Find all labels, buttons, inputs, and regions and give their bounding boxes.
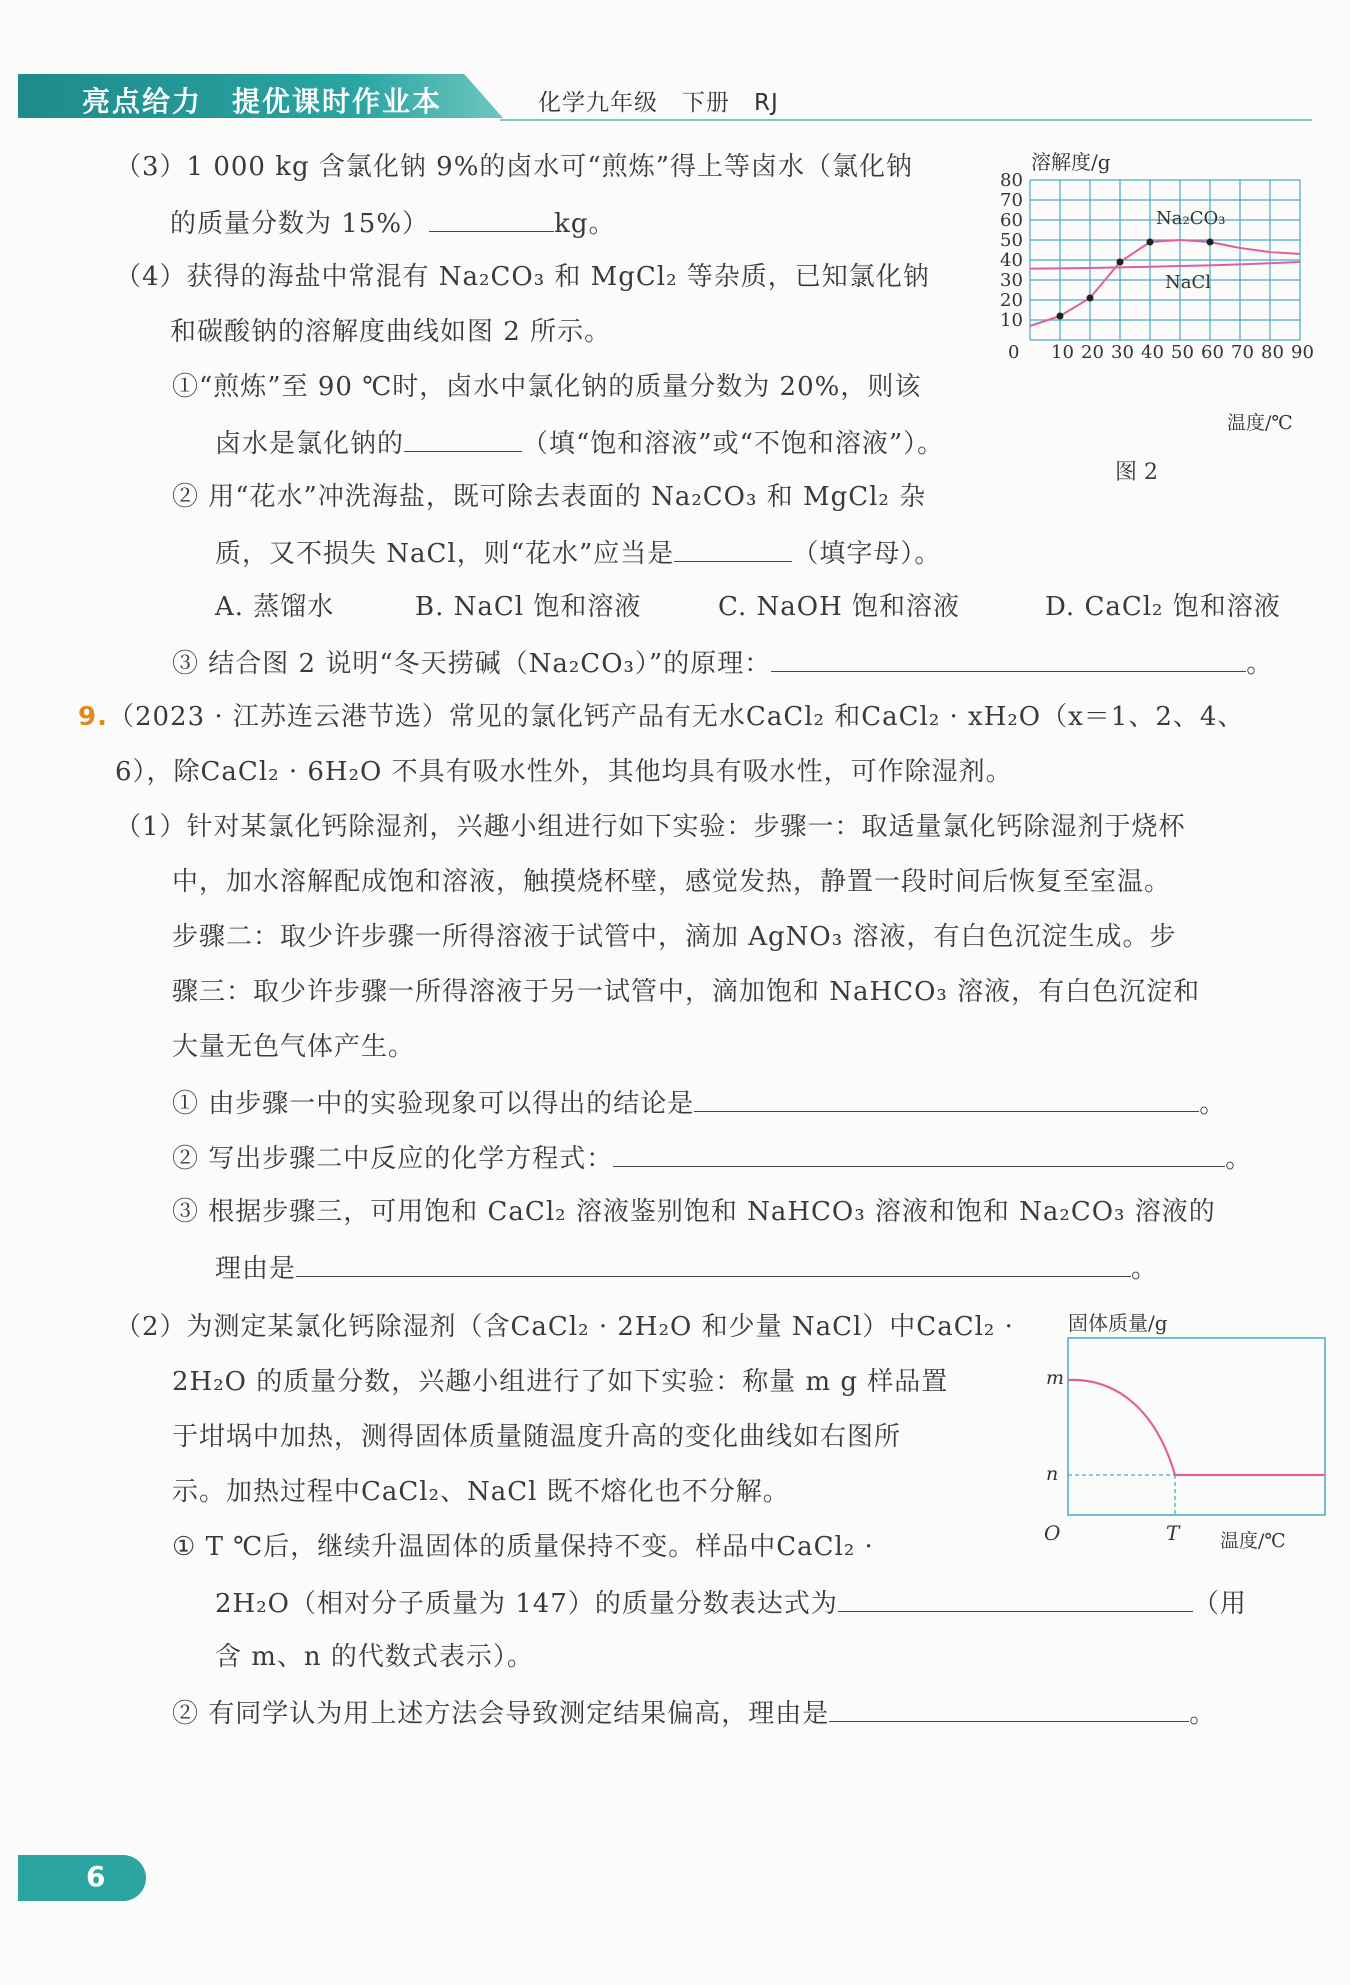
header-divider	[500, 119, 1312, 121]
q9-part1-line1: （1）针对某氯化钙除湿剂，兴趣小组进行如下实验：步骤一：取适量氯化钙除湿剂于烧杯	[115, 812, 1186, 842]
q9-part1-line4: 骤三：取少许步骤一所得溶液于另一试管中，滴加饱和 NaHCO₃ 溶液，有白色沉淀和	[172, 977, 1201, 1007]
option-b[interactable]: B. NaCl 饱和溶液	[415, 592, 642, 622]
x-tick-label: 80	[1261, 342, 1284, 363]
m-label: m	[1046, 1367, 1065, 1389]
chart-frame	[1068, 1338, 1325, 1515]
figure-caption: 图 2	[1115, 460, 1158, 485]
y-tick-label: 60	[1000, 210, 1023, 231]
q9-part1-sub3-line1: ③ 根据步骤三，可用饱和 CaCl₂ 溶液鉴别饱和 NaHCO₃ 溶液和饱和 Na₂CO₃ 溶液的	[172, 1197, 1216, 1227]
q8-sub1-hint: （填“饱和溶液”或“不饱和溶液”）。	[522, 429, 945, 459]
y-tick-label: 80	[1000, 170, 1023, 191]
legend-nacl: NaCl	[1165, 272, 1212, 293]
period: 。	[1131, 1254, 1159, 1284]
q9-part1-sub1	[172, 1085, 1226, 1121]
q8-sub1-line2	[215, 425, 944, 461]
q8-part4-line2: 和碳酸钠的溶解度曲线如图 2 所示。	[170, 317, 612, 347]
data-point	[1147, 239, 1154, 246]
q8-sub3-line	[172, 645, 1273, 681]
x-tick-label: 20	[1081, 342, 1104, 363]
t-label: T	[1166, 1521, 1180, 1545]
q9-line1	[78, 700, 1244, 734]
mass-curve	[1068, 1380, 1325, 1475]
q9-line2: 6），除CaCl₂ · 6H₂O 不具有吸水性外，其他均具有吸水性，可作除湿剂。	[115, 757, 1013, 787]
answer-blank[interactable]	[404, 425, 522, 452]
y-tick-label: 10	[1000, 310, 1023, 331]
x-axis-label: 温度/℃	[1220, 1530, 1286, 1552]
x-tick-label: 70	[1231, 342, 1254, 363]
x-tick-label: 60	[1201, 342, 1224, 363]
q9-sub3-text: 理由是	[215, 1254, 297, 1284]
q9-part1-line5: 大量无色气体产生。	[172, 1032, 416, 1062]
option-a[interactable]: A. 蒸馏水	[215, 592, 335, 622]
q8-part4-line1: （4）获得的海盐中常混有 Na₂CO₃ 和 MgCl₂ 等杂质，已知氯化钠	[115, 262, 930, 292]
q9-part2-line4: 示。加热过程中CaCl₂、NaCl 既不熔化也不分解。	[172, 1477, 790, 1507]
n-label: n	[1046, 1463, 1059, 1485]
x-tick-label: 40	[1141, 342, 1164, 363]
chart-series	[1030, 208, 1300, 326]
origin-label: 0	[1008, 342, 1020, 363]
q9-sub1-text: ① 由步骤一中的实验现象可以得出的结论是	[172, 1089, 695, 1119]
q9-p2-sub1-text: 2H₂O（相对分子质量为 147）的质量分数表达式为	[215, 1589, 838, 1619]
y-tick-label: 40	[1000, 250, 1023, 271]
y-tick-label: 20	[1000, 290, 1023, 311]
x-tick-label: 50	[1171, 342, 1194, 363]
x-axis-label: 温度/℃	[1227, 412, 1293, 434]
q9-part1-sub2	[172, 1140, 1252, 1176]
y-tick-label: 30	[1000, 270, 1023, 291]
q9-part2-sub1-line1: ① T ℃后，继续升温固体的质量保持不变。样品中CaCl₂ ·	[172, 1532, 874, 1562]
period: 。	[1189, 1699, 1217, 1729]
y-tick-label: 70	[1000, 190, 1023, 211]
q9-p2-sub1-hint: （用	[1192, 1589, 1247, 1619]
data-point	[1057, 313, 1064, 320]
q8-sub2-line1: ② 用“花水”冲洗海盐，既可除去表面的 Na₂CO₃ 和 MgCl₂ 杂	[172, 482, 927, 512]
q9-part2-sub1-line2	[215, 1585, 1247, 1621]
option-d[interactable]: D. CaCl₂ 饱和溶液	[1045, 592, 1281, 622]
y-axis-label: 固体质量/g	[1068, 1311, 1168, 1335]
brand-title: 亮点给力 提优课时作业本	[82, 85, 443, 118]
q9-stem-line1: （2023 · 江苏连云港节选）常见的氯化钙产品有无水CaCl₂ 和CaCl₂ · xH₂O（x＝1、2、4、	[107, 702, 1245, 732]
x-tick-label: 30	[1111, 342, 1134, 363]
grid-lines	[1030, 180, 1300, 340]
mass-temperature-chart	[1040, 1300, 1330, 1555]
q8-part3-text: 的质量分数为 15%）	[170, 209, 430, 239]
answer-blank[interactable]	[674, 535, 792, 562]
q8-sub1-line1: ①“煎炼”至 90 ℃时，卤水中氯化钠的质量分数为 20%，则该	[172, 372, 922, 402]
q8-part3-line1: （3）1 000 kg 含氯化钠 9%的卤水可“煎炼”得上等卤水（氯化钠	[115, 152, 913, 182]
q9-part2-line1: （2）为测定某氯化钙除湿剂（含CaCl₂ · 2H₂O 和少量 NaCl）中CaCl₂ ·	[115, 1312, 1014, 1342]
legend-na2co3: Na₂CO₃	[1156, 208, 1226, 229]
q9-p2-sub2-text: ② 有同学认为用上述方法会导致测定结果偏高，理由是	[172, 1699, 830, 1729]
q8-part3-line2	[170, 205, 615, 241]
x-tick-label: 90	[1291, 342, 1314, 363]
answer-blank[interactable]	[838, 1585, 1193, 1612]
solubility-chart	[995, 145, 1325, 434]
data-point	[1207, 239, 1214, 246]
data-point	[1117, 259, 1124, 266]
q8-sub3-text: ③ 结合图 2 说明“冬天捞碱（Na₂CO₃）”的原理：	[172, 649, 772, 679]
series-line-nacl	[1030, 262, 1300, 269]
q9-part2-sub1-line3: 含 m、n 的代数式表示）。	[215, 1642, 534, 1672]
origin-label: O	[1044, 1521, 1061, 1545]
answer-blank[interactable]	[771, 645, 1246, 672]
q8-sub2-text: 质，又不损失 NaCl，则“花水”应当是	[215, 539, 675, 569]
answer-blank[interactable]	[613, 1140, 1225, 1167]
option-c[interactable]: C. NaOH 饱和溶液	[718, 592, 961, 622]
q8-sub1-text: 卤水是氯化钠的	[215, 429, 405, 459]
q9-part1-sub3-line2	[215, 1250, 1158, 1286]
q9-part2-line3: 于坩埚中加热，测得固体质量随温度升高的变化曲线如右图所	[172, 1422, 902, 1452]
q8-sub2-line2	[215, 535, 941, 571]
page-tab	[18, 1855, 146, 1901]
x-tick-label: 10	[1051, 342, 1074, 363]
period: 。	[1225, 1144, 1253, 1174]
period: 。	[1199, 1089, 1227, 1119]
q8-part3-unit: kg。	[554, 209, 616, 239]
y-axis-label: 溶解度/g	[1031, 150, 1111, 174]
q9-part1-line3: 步骤二：取少许步骤一所得溶液于试管中，滴加 AgNO₃ 溶液，有白色沉淀生成。步	[172, 922, 1177, 952]
answer-blank[interactable]	[429, 205, 554, 232]
period: 。	[1246, 649, 1274, 679]
q9-sub2-text: ② 写出步骤二中反应的化学方程式：	[172, 1144, 614, 1174]
q9-part1-line2: 中，加水溶解配成饱和溶液，触摸烧杯壁，感觉发热，静置一段时间后恢复至室温。	[172, 867, 1172, 897]
answer-blank[interactable]	[296, 1250, 1131, 1277]
answer-blank[interactable]	[694, 1085, 1199, 1112]
q9-part2-sub2	[172, 1695, 1216, 1731]
chart-grid	[1030, 180, 1300, 340]
q8-sub2-hint: （填字母）。	[792, 539, 942, 569]
answer-blank[interactable]	[829, 1695, 1189, 1722]
question-number: 9.	[78, 702, 108, 732]
data-point	[1087, 295, 1094, 302]
book-info: 化学九年级 下册 RJ	[538, 90, 779, 116]
q9-part2-line2: 2H₂O 的质量分数，兴趣小组进行了如下实验：称量 m g 样品置	[172, 1367, 949, 1397]
y-tick-label: 50	[1000, 230, 1023, 251]
page-number: 6	[86, 1860, 106, 1893]
